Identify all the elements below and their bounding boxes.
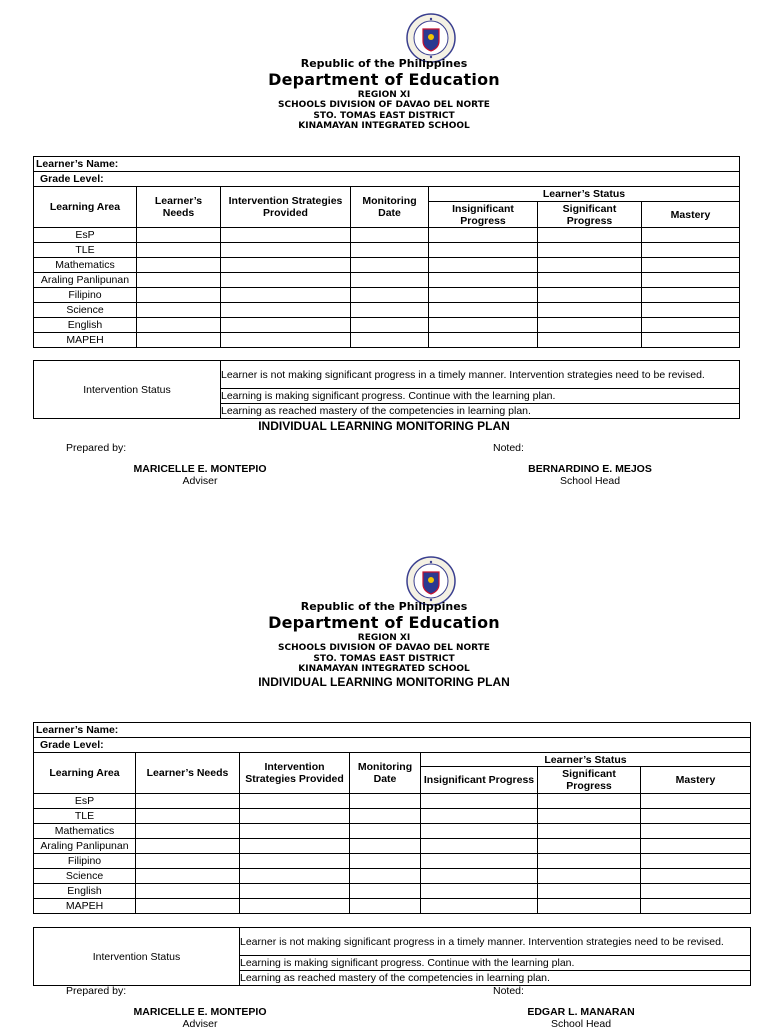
subject-cell: Filipino [34,288,137,303]
col-learning-area: Learning Area [34,753,136,794]
head-role: School Head [559,475,621,487]
mastery-cell[interactable] [642,333,740,348]
header-republic: Republic of the Philippines [300,57,468,70]
needs-cell[interactable] [136,839,240,854]
table-row [34,869,751,884]
insignificant-cell[interactable] [429,333,538,348]
significant-cell[interactable] [538,854,641,869]
mastery-cell[interactable] [641,824,751,839]
significant-cell[interactable] [538,273,642,288]
strategy-cell[interactable] [240,794,350,809]
significant-cell[interactable] [538,288,642,303]
needs-cell[interactable] [137,333,221,348]
subject-cell: English [34,884,136,899]
col-learning-area: Learning Area [34,187,137,228]
status-option-mastery[interactable]: Learning as reached mastery of the competencies in learning plan. [240,971,751,986]
strategy-cell[interactable] [221,258,351,273]
monitoring-table [33,156,740,348]
status-option-mastery[interactable]: Learning as reached mastery of the competencies in learning plan. [221,404,740,419]
header-region: REGION XI [357,633,411,643]
significant-cell[interactable] [538,228,642,243]
date-cell[interactable] [351,273,429,288]
significant-cell[interactable] [538,333,642,348]
table-row [34,288,740,303]
insignificant-cell[interactable] [429,318,538,333]
form-title: INDIVIDUAL LEARNING MONITORING PLAN [258,419,510,433]
date-cell[interactable] [351,318,429,333]
significant-cell[interactable] [538,824,641,839]
needs-cell[interactable] [137,243,221,258]
insignificant-cell[interactable] [421,809,538,824]
col-learners-needs: Learner’s Needs [137,187,221,228]
insignificant-cell[interactable] [421,824,538,839]
strategy-cell[interactable] [221,273,351,288]
mastery-cell[interactable] [642,303,740,318]
col-monitoring-date: Monitoring Date [350,753,421,794]
header-division: SCHOOLS DIVISION OF DAVAO DEL NORTE [278,643,490,653]
learner-name-field[interactable]: Learner’s Name: [34,723,751,738]
significant-cell[interactable] [538,899,641,914]
mastery-cell[interactable] [641,854,751,869]
insignificant-cell[interactable] [429,243,538,258]
date-cell[interactable] [351,333,429,348]
adviser-name: MARICELLE E. MONTEPIO [133,463,267,475]
needs-cell[interactable] [137,288,221,303]
header-department: Department of Education [268,70,500,89]
col-monitoring-date: Monitoring Date [351,187,429,228]
insignificant-cell[interactable] [429,228,538,243]
insignificant-cell[interactable] [421,899,538,914]
table-row [34,273,740,288]
table-row [34,318,740,333]
mastery-cell[interactable] [642,318,740,333]
significant-cell[interactable] [538,258,642,273]
col-mastery: Mastery [642,202,740,228]
insignificant-cell[interactable] [421,884,538,899]
date-cell[interactable] [351,243,429,258]
date-cell[interactable] [350,839,421,854]
adviser-role: Adviser [182,475,218,487]
col-significant: Significant Progress [538,767,641,794]
strategy-cell[interactable] [221,333,351,348]
table-row [34,854,751,869]
significant-cell[interactable] [538,318,642,333]
insignificant-cell[interactable] [429,303,538,318]
mastery-cell[interactable] [642,288,740,303]
significant-cell[interactable] [538,809,641,824]
insignificant-cell[interactable] [421,854,538,869]
date-cell[interactable] [350,824,421,839]
mastery-cell[interactable] [641,809,751,824]
intervention-status-label: Intervention Status [34,361,221,419]
needs-cell[interactable] [136,809,240,824]
date-cell[interactable] [350,794,421,809]
mastery-cell[interactable] [641,794,751,809]
strategy-cell[interactable] [240,809,350,824]
strategy-cell[interactable] [240,884,350,899]
insignificant-cell[interactable] [421,869,538,884]
significant-cell[interactable] [538,243,642,258]
strategy-cell[interactable] [240,839,350,854]
subject-cell: Mathematics [34,824,136,839]
adviser-name: MARICELLE E. MONTEPIO [133,1006,267,1018]
subject-cell: Mathematics [34,258,137,273]
date-cell[interactable] [350,809,421,824]
table-row [34,824,751,839]
grade-level-field[interactable]: Grade Level: [34,738,751,753]
needs-cell[interactable] [137,273,221,288]
adviser-role: Adviser [182,1018,218,1030]
strategy-cell[interactable] [240,824,350,839]
mastery-cell[interactable] [641,899,751,914]
intervention-status-label: Intervention Status [34,928,240,986]
strategy-cell[interactable] [221,243,351,258]
form-title: INDIVIDUAL LEARNING MONITORING PLAN [258,675,510,689]
status-option-revise[interactable]: Learner is not making significant progress in a timely manner. Intervention strategies need to be revised. [240,928,751,956]
header-school: KINAMAYAN INTEGRATED SCHOOL [298,121,470,131]
status-option-continue[interactable]: Learning is making significant progress. Continue with the learning plan. [240,956,751,971]
strategy-cell[interactable] [221,303,351,318]
needs-cell[interactable] [136,869,240,884]
significant-cell[interactable] [538,303,642,318]
prepared-by-label: Prepared by: [66,985,127,997]
col-learners-needs: Learner’s Needs [136,753,240,794]
date-cell[interactable] [351,303,429,318]
grade-level-field[interactable]: Grade Level: [34,172,740,187]
table-row [34,884,751,899]
learner-name-field[interactable]: Learner’s Name: [34,157,740,172]
table-row [34,228,740,243]
header-school: KINAMAYAN INTEGRATED SCHOOL [298,664,470,674]
needs-cell[interactable] [137,318,221,333]
table-row [34,258,740,273]
significant-cell[interactable] [538,884,641,899]
mastery-cell[interactable] [642,273,740,288]
header-region: REGION XI [357,90,411,100]
subject-cell: Araling Panlipunan [34,273,137,288]
date-cell[interactable] [350,854,421,869]
needs-cell[interactable] [136,824,240,839]
insignificant-cell[interactable] [429,288,538,303]
strategy-cell[interactable] [240,854,350,869]
strategy-cell[interactable] [240,899,350,914]
col-learners-status: Learner’s Status [421,753,751,767]
col-learners-status: Learner’s Status [429,187,740,202]
table-row [34,303,740,318]
noted-label: Noted: [493,985,524,997]
table-row [34,333,740,348]
head-name: BERNARDINO E. MEJOS [528,463,652,475]
header-division: SCHOOLS DIVISION OF DAVAO DEL NORTE [278,100,490,110]
mastery-cell[interactable] [642,258,740,273]
subject-cell: EsP [34,794,136,809]
date-cell[interactable] [351,228,429,243]
strategy-cell[interactable] [221,228,351,243]
subject-cell: Araling Panlipunan [34,839,136,854]
strategy-cell[interactable] [221,318,351,333]
header-department: Department of Education [268,613,500,632]
needs-cell[interactable] [137,303,221,318]
col-intervention: Intervention Strategies Provided [221,187,351,228]
date-cell[interactable] [350,899,421,914]
date-cell[interactable] [350,869,421,884]
insignificant-cell[interactable] [429,258,538,273]
header-republic: Republic of the Philippines [300,600,468,613]
subject-cell: TLE [34,243,137,258]
deped-seal-icon [406,13,456,63]
significant-cell[interactable] [538,794,641,809]
date-cell[interactable] [350,884,421,899]
deped-seal-icon [406,556,456,606]
monitoring-table [33,722,751,914]
needs-cell[interactable] [136,899,240,914]
status-option-continue[interactable]: Learning is making significant progress. Continue with the learning plan. [221,389,740,404]
col-significant: Significant Progress [538,202,642,228]
mastery-cell[interactable] [642,228,740,243]
insignificant-cell[interactable] [429,273,538,288]
col-insignificant: Insignificant Progress [421,767,538,794]
mastery-cell[interactable] [642,243,740,258]
table-row [34,809,751,824]
table-row [34,243,740,258]
subject-cell: EsP [34,228,137,243]
status-option-revise[interactable]: Learner is not making significant progress in a timely manner. Intervention strategies need to be revised. [221,361,740,389]
mastery-cell[interactable] [641,884,751,899]
head-name: EDGAR L. MANARAN [527,1006,635,1018]
intervention-status-table [33,927,751,986]
noted-label: Noted: [493,442,524,454]
header-district: STO. TOMAS EAST DISTRICT [313,111,455,121]
prepared-by-label: Prepared by: [66,442,127,454]
insignificant-cell[interactable] [421,839,538,854]
needs-cell[interactable] [136,794,240,809]
table-row [34,899,751,914]
col-intervention: Intervention Strategies Provided [240,753,350,794]
subject-cell: Science [34,869,136,884]
date-cell[interactable] [351,288,429,303]
significant-cell[interactable] [538,869,641,884]
needs-cell[interactable] [136,884,240,899]
significant-cell[interactable] [538,839,641,854]
date-cell[interactable] [351,258,429,273]
subject-cell: MAPEH [34,899,136,914]
col-mastery: Mastery [641,767,751,794]
subject-cell: Filipino [34,854,136,869]
strategy-cell[interactable] [240,869,350,884]
table-row [34,794,751,809]
subject-cell: TLE [34,809,136,824]
needs-cell[interactable] [137,228,221,243]
col-insignificant: Insignificant Progress [429,202,538,228]
needs-cell[interactable] [137,258,221,273]
subject-cell: MAPEH [34,333,137,348]
table-row [34,839,751,854]
intervention-status-table [33,360,740,419]
needs-cell[interactable] [136,854,240,869]
insignificant-cell[interactable] [421,794,538,809]
header-district: STO. TOMAS EAST DISTRICT [313,654,455,664]
subject-cell: English [34,318,137,333]
mastery-cell[interactable] [641,839,751,854]
strategy-cell[interactable] [221,288,351,303]
subject-cell: Science [34,303,137,318]
mastery-cell[interactable] [641,869,751,884]
head-role: School Head [550,1018,612,1030]
